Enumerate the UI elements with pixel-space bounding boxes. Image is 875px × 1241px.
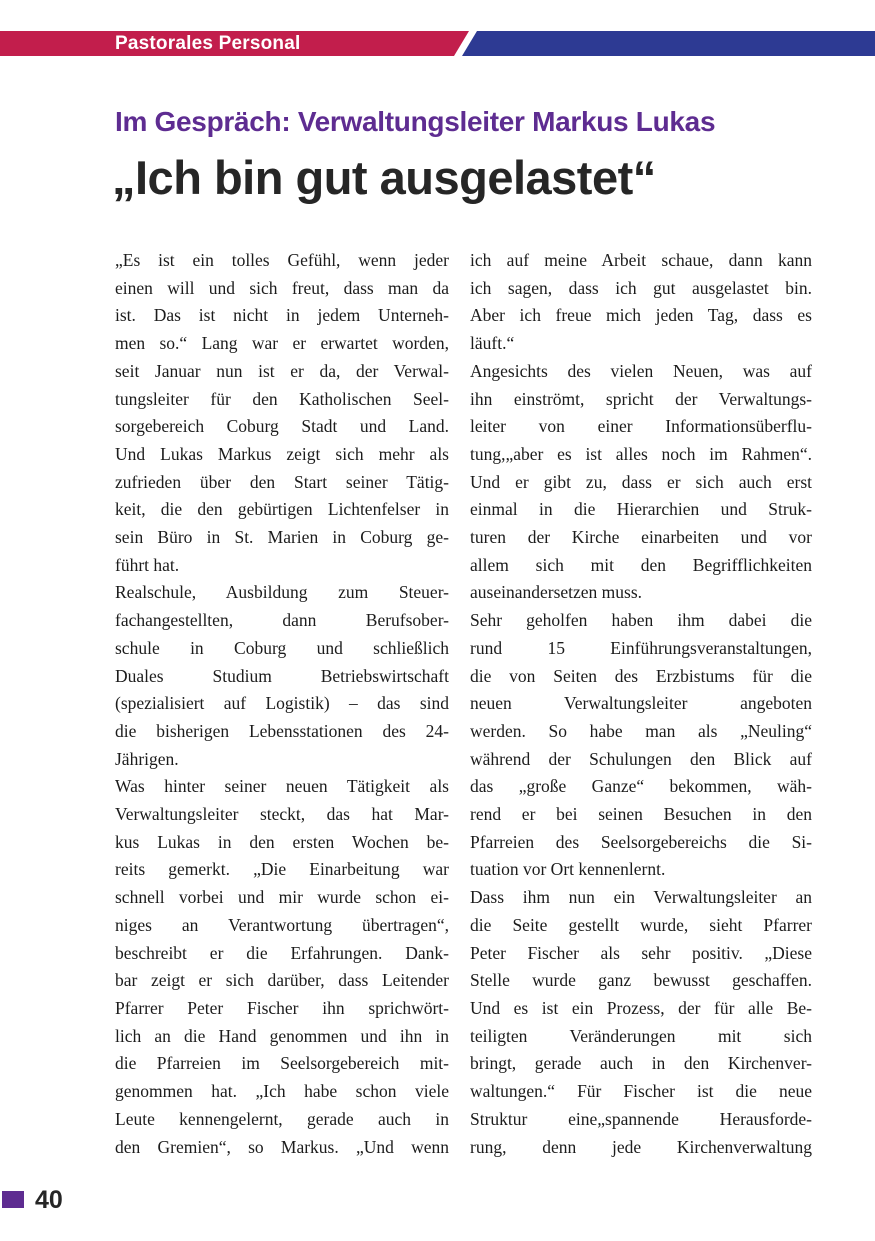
text-line: rend er bei seinen Besuchen in den xyxy=(470,804,812,825)
text-line: kus Lukas in den ersten Wochen be- xyxy=(115,831,449,852)
text-line: Struktur eine„spannende Herausforde- xyxy=(470,1108,812,1129)
text-line: bar zeigt er sich darüber, dass Leitender xyxy=(115,970,449,991)
article-title: „Ich bin gut ausgelastet“ xyxy=(112,151,656,204)
text-line: fachangestellten, dann Berufsober- xyxy=(115,610,449,631)
text-line: schnell vorbei und mir wurde schon ei- xyxy=(115,887,449,908)
text-line: führt hat. xyxy=(115,554,180,575)
header-section-label: Pastorales Personal xyxy=(115,33,301,54)
text-line: niges an Verantwortung übertragen“, xyxy=(115,914,449,935)
text-line: werden. So habe man als „Neuling“ xyxy=(470,720,812,741)
text-line: während der Schulungen den Blick auf xyxy=(470,748,812,769)
text-line: Und Lukas Markus zeigt sich mehr als xyxy=(115,443,449,464)
text-line: ist. Das ist nicht in jedem Unterneh- xyxy=(115,305,449,326)
text-line: einen will und sich freut, dass man da xyxy=(115,277,449,298)
text-line: Aber ich freue mich jeden Tag, dass es xyxy=(470,305,812,326)
text-line: das „große Ganze“ bekommen, wäh- xyxy=(470,776,812,797)
text-line: reits gemerkt. „Die Einarbeitung war xyxy=(115,859,449,880)
text-line: Dass ihm nun ein Verwaltungsleiter an xyxy=(470,887,812,908)
text-line: „Es ist ein tolles Gefühl, wenn jeder xyxy=(115,250,449,270)
text-line: die von Seiten des Erzbistums für die xyxy=(470,665,812,686)
text-line: Duales Studium Betriebswirtschaft xyxy=(115,665,449,686)
text-line: leiter von einer Informationsüberflu- xyxy=(470,416,812,437)
text-line: tungsleiter für den Katholischen Seel- xyxy=(115,388,449,409)
text-line: die bisherigen Lebensstationen des 24- xyxy=(115,720,449,741)
text-line: keit, die den gebürtigen Lichtenfelser in xyxy=(115,499,449,520)
text-line: sein Büro in St. Marien in Coburg ge- xyxy=(115,527,449,548)
text-line: bringt, gerade auch in den Kirchenver- xyxy=(470,1053,812,1074)
text-line: die Seite gestellt wurde, sieht Pfarrer xyxy=(470,914,812,935)
text-line: tuation vor Ort kennenlernt. xyxy=(470,859,666,880)
text-line: waltungen.“ Für Fischer ist die neue xyxy=(470,1081,812,1102)
text-line: Peter Fischer als sehr positiv. „Diese xyxy=(470,942,812,963)
header-banner xyxy=(0,31,875,56)
text-line: seit Januar nun ist er da, der Verwal- xyxy=(115,360,449,381)
text-line: ich sagen, dass ich gut ausgelastet bin. xyxy=(470,277,812,298)
text-line: men so.“ Lang war er erwartet worden, xyxy=(115,333,449,354)
text-line: zufrieden über den Start seiner Tätig- xyxy=(115,471,449,492)
text-line: ich auf meine Arbeit schaue, dann kann xyxy=(470,250,812,270)
text-line: allem sich mit den Begrifflichkeiten xyxy=(470,554,812,575)
article-kicker: Im Gespräch: Verwaltungsleiter Markus Lukas xyxy=(115,106,716,137)
text-line: tung,„aber es ist alles noch im Rahmen“. xyxy=(470,443,812,464)
text-line: teiligten Veränderungen mit sich xyxy=(470,1025,812,1046)
text-line: rund 15 Einführungsveranstaltungen, xyxy=(470,637,812,658)
text-line: Jährigen. xyxy=(115,748,179,769)
text-line: rung, denn jede Kirchenverwaltung xyxy=(470,1136,812,1157)
text-line: (spezialisiert auf Logistik) – das sind xyxy=(115,693,449,714)
text-line: lich an die Hand genommen und ihn in xyxy=(115,1025,449,1046)
text-line: beschreibt er die Erfahrungen. Dank- xyxy=(115,942,449,963)
text-line: Angesichts des vielen Neuen, was auf xyxy=(470,360,812,381)
text-line: Was hinter seiner neuen Tätigkeit als xyxy=(115,776,449,797)
text-line: sorgebereich Coburg Stadt und Land. xyxy=(115,416,449,437)
page-number: 40 xyxy=(35,1186,63,1214)
text-column-right xyxy=(470,247,812,1161)
text-line: Leute kennengelernt, gerade auch in xyxy=(115,1108,449,1129)
text-line: Sehr geholfen haben ihm dabei die xyxy=(470,610,812,631)
text-line: Und es ist ein Prozess, der für alle Be- xyxy=(470,997,812,1018)
text-line: die Pfarreien im Seelsorgebereich mit- xyxy=(115,1053,449,1074)
text-line: auseinandersetzen muss. xyxy=(470,582,643,603)
text-line: Pfarreien des Seelsorgebereichs die Si- xyxy=(470,831,812,852)
text-line: Realschule, Ausbildung zum Steuer- xyxy=(115,582,449,603)
page-number-marker xyxy=(2,1191,24,1208)
text-line: den Gremien“, so Markus. „Und wenn xyxy=(115,1136,449,1157)
text-line: neuen Verwaltungsleiter angeboten xyxy=(470,693,812,714)
text-line: schule in Coburg und schließlich xyxy=(115,637,449,658)
text-line: läuft.“ xyxy=(470,333,515,354)
text-line: turen der Kirche einarbeiten und vor xyxy=(470,527,812,548)
text-column-left xyxy=(115,247,449,1161)
text-line: Pfarrer Peter Fischer ihn sprichwört- xyxy=(115,997,449,1018)
text-line: Verwaltungsleiter steckt, das hat Mar- xyxy=(115,804,449,825)
text-line: ihn einströmt, spricht der Verwaltungs- xyxy=(470,388,812,409)
text-line: genommen hat. „Ich habe schon viele xyxy=(115,1081,449,1102)
text-line: einmal in die Hierarchien und Struk- xyxy=(470,499,812,520)
text-line: Stelle wurde ganz bewusst geschaffen. xyxy=(470,970,812,991)
text-line: Und er gibt zu, dass er sich auch erst xyxy=(470,471,812,492)
